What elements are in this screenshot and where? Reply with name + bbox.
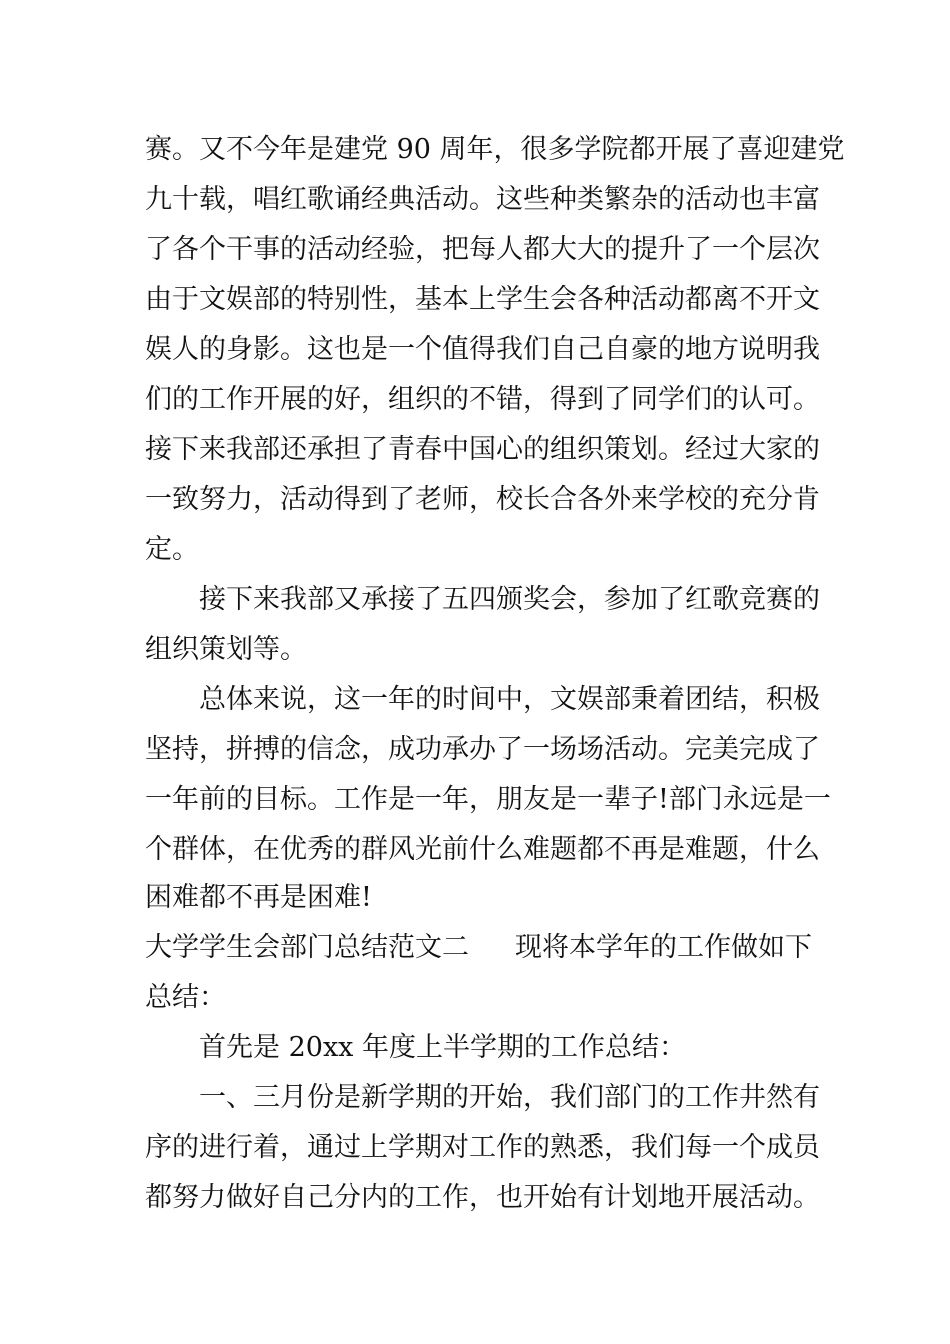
section-heading-line (145, 928, 815, 968)
text-line: 总体来说，这一年的时间中，文娱部秉着团结，积极 (199, 684, 820, 715)
section-title: 大学学生会部门总结范文二 (145, 932, 469, 963)
text-line: 九十载，唱红歌诵经典活动。这些种类繁杂的活动也丰富 (145, 184, 820, 215)
text-line: 一年前的目标。工作是一年，朋友是一辈子!部门永远是一 (145, 784, 831, 815)
text-line: 困难都不再是困难! (145, 882, 372, 913)
text-line: 一致努力，活动得到了老师，校长合各外来学校的充分肯 (145, 484, 820, 515)
text-line: 个群体，在优秀的群风光前什么难题都不再是难题，什么 (145, 834, 820, 865)
text-line: 们的工作开展的好，组织的不错，得到了同学们的认可。 (145, 384, 820, 415)
text-line: 序的进行着，通过上学期对工作的熟悉，我们每一个成员 (145, 1132, 820, 1163)
text-line: 定。 (145, 534, 199, 565)
text-line: 总结： (145, 982, 226, 1013)
text-line: 组织策划等。 (145, 634, 307, 665)
text-line: 娱人的身影。这也是一个值得我们自己自豪的地方说明我 (145, 334, 820, 365)
text-line: 了各个干事的活动经验，把每人都大大的提升了一个层次 (145, 234, 820, 265)
text-line: 赛。又不今年是建党 90 周年，很多学院都开展了喜迎建党 (145, 134, 845, 165)
text-line: 首先是 20xx 年度上半学期的工作总结： (199, 1032, 686, 1063)
text-line: 坚持，拼搏的信念，成功承办了一场场活动。完美完成了 (145, 734, 820, 765)
text-line: 一、三月份是新学期的开始，我们部门的工作井然有 (199, 1082, 820, 1113)
text-line: 由于文娱部的特别性，基本上学生会各种活动都离不开文 (145, 284, 820, 315)
section-intro: 现将本学年的工作做如下 (515, 932, 812, 963)
text-line: 都努力做好自己分内的工作，也开始有计划地开展活动。 (145, 1182, 820, 1213)
text-line: 接下来我部又承接了五四颁奖会，参加了红歌竞赛的 (199, 584, 820, 615)
text-line: 接下来我部还承担了青春中国心的组织策划。经过大家的 (145, 434, 820, 465)
